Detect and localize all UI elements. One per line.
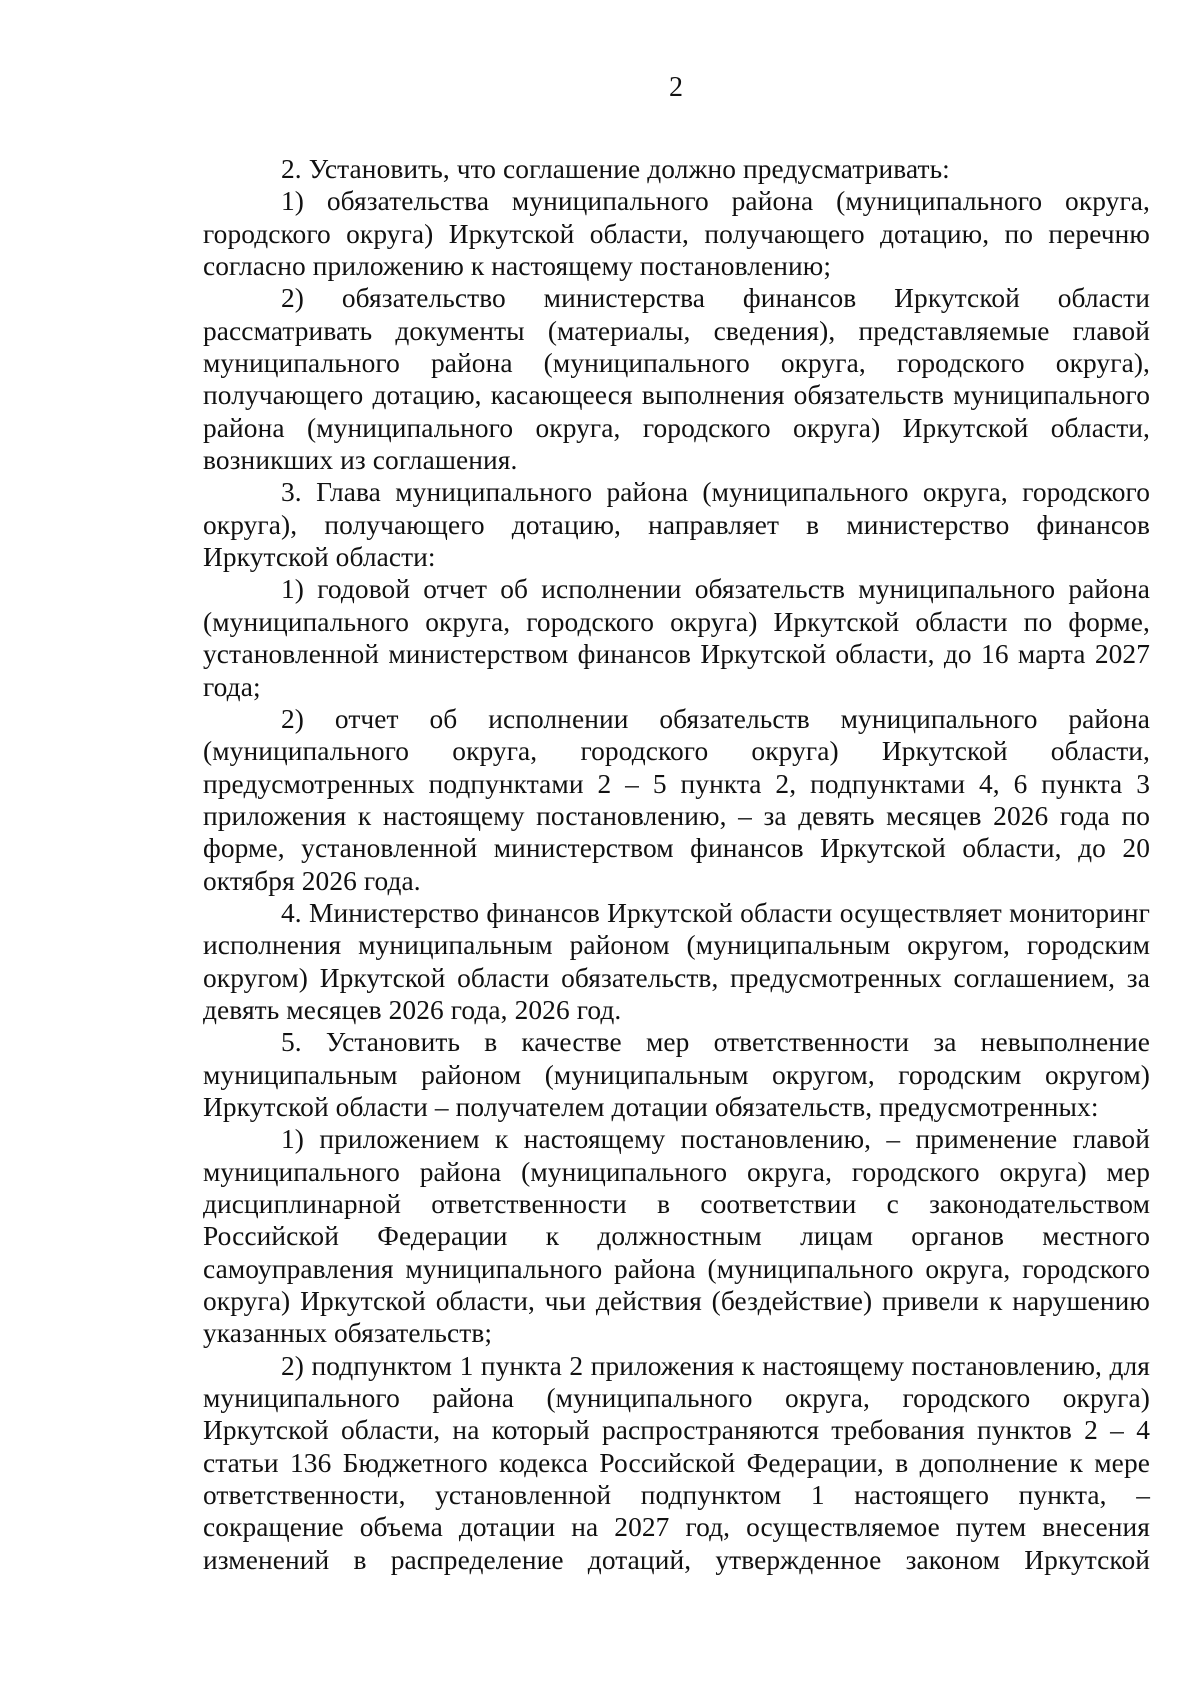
document-body (203, 153, 1150, 1576)
page-number: 2 (669, 72, 683, 103)
paragraph-5: 5. Установить в качестве мер ответственности за невыполнение муниципальным районом (муниципальным округом, городским округом) Иркутской области – получателем дотации обязательств, предусмотренных: (203, 1027, 1150, 1122)
paragraph-5-2: 2) подпунктом 1 пункта 2 приложения к настоящему постановлению, для муниципального района (муниципального округа, городского округа) Иркутской области, на который распространяются требования пунктов 2 – 4 статьи 136 Бюджетного кодекса Российской Федерации, в дополнение к мере ответственности, установленной подпунктом 1 настоящего пункта, – сокращение объема дотации на 2027 год, осуществляемое путем внесения изменений в распределение дотаций, утвержденное законом Иркутской (203, 1350, 1150, 1575)
paragraph-3-1: 1) годовой отчет об исполнении обязательств муниципального района (муниципального округа, городского округа) Иркутской области по форме, установленной министерством финансов Иркутской области, до 16 марта 2027 года; (203, 574, 1150, 702)
paragraph-5-1: 1) приложением к настоящему постановлению, – применение главой муниципального района (муниципального округа, городского округа) мер дисциплинарной ответственности в соответствии с законодательством Российской Федерации к должностным лицам органов местного самоуправления муниципального района (муниципального округа, городского округа) Иркутской области, чьи действия (бездействие) привели к нарушению указанных обязательств; (203, 1124, 1150, 1349)
paragraph-2: 2. Установить, что соглашение должно предусматривать: (281, 154, 950, 184)
paragraph-2-1: 1) обязательства муниципального района (муниципального округа, городского округа) Иркутской области, получающего дотацию, по перечню согласно приложению к настоящему постановлению; (203, 186, 1150, 282)
paragraph-4: 4. Министерство финансов Иркутской области осуществляет мониторинг исполнения муниципальным районом (муниципальным округом, городским округом) Иркутской области обязательств, предусмотренных соглашением, за девять месяцев 2026 года, 2026 год. (203, 897, 1150, 1025)
paragraph-3-2: 2) отчет об исполнении обязательств муниципального района (муниципального округа, городского округа) Иркутской области, предусмотренных подпунктами 2 – 5 пункта 2, подпунктами 4, 6 пункта 3 приложения к настоящему постановлению, – за девять месяцев 2026 года по форме, установленной министерством финансов Иркутской области, до 20 октября 2026 года. (203, 703, 1150, 896)
paragraph-3: 3. Глава муниципального района (муниципального округа, городского округа), получающего дотацию, направляет в министерство финансов Иркутской области: (203, 477, 1150, 573)
paragraph-2-2: 2) обязательство министерства финансов Иркутской области рассматривать документы (материалы, сведения), представляемые главой муниципального района (муниципального округа, городского округа), получающего дотацию, касающееся выполнения обязательств муниципального района (муниципального округа, городского округа) Иркутской области, возникших из соглашения. (203, 283, 1150, 476)
